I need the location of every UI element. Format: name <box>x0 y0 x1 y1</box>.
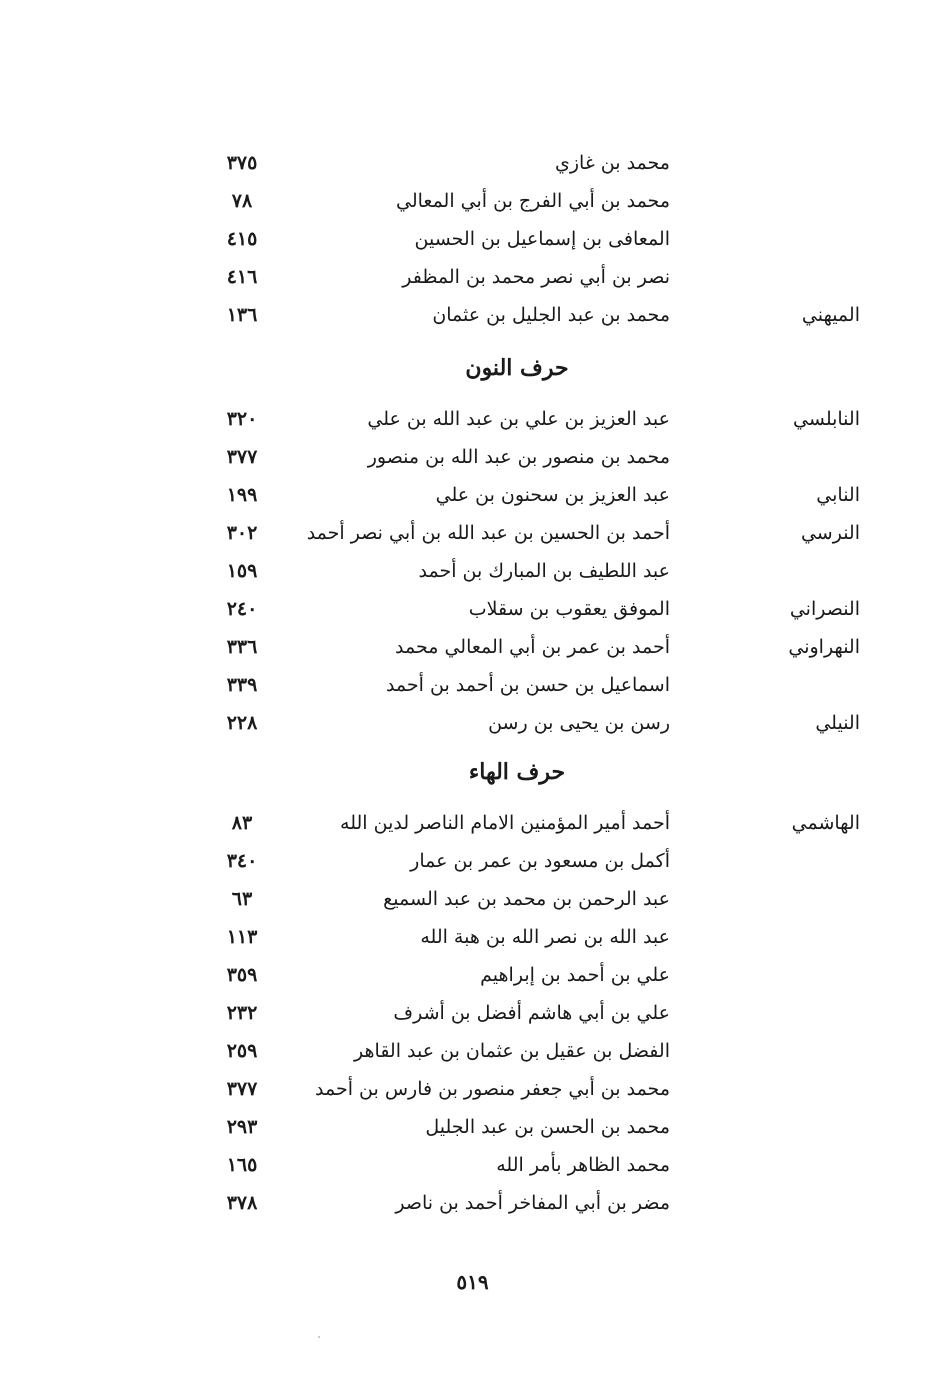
nisba-label: الميهني <box>801 304 860 326</box>
person-name: المعافى بن إسماعيل بن الحسين <box>414 228 670 250</box>
person-name: علي بن أبي هاشم أفضل بن أشرف <box>393 1002 670 1024</box>
index-row <box>180 1146 870 1184</box>
index-row <box>180 590 870 628</box>
index-row <box>180 628 870 666</box>
index-row <box>180 144 870 182</box>
person-name: محمد الظاهر بأمر الله <box>496 1154 670 1176</box>
person-name: مضر بن أبي المفاخر أحمد بن ناصر <box>395 1192 670 1214</box>
person-name: الموفق يعقوب بن سقلاب <box>468 598 670 620</box>
page-reference: ١٩٩ <box>226 484 258 506</box>
person-name: محمد بن أبي الفرج بن أبي المعالي <box>395 190 670 212</box>
index-row <box>180 1070 870 1108</box>
page-reference: ٢٢٨ <box>226 712 258 734</box>
person-name: محمد بن الحسن بن عبد الجليل <box>425 1116 670 1138</box>
section-heading: حرف الهاء <box>468 759 566 785</box>
index-row <box>180 476 870 514</box>
index-row <box>180 880 870 918</box>
section-heading: حرف النون <box>465 355 569 381</box>
person-name: عبد اللطيف بن المبارك بن أحمد <box>418 560 670 582</box>
page-reference: ٣٧٧ <box>226 1078 258 1100</box>
index-row <box>180 994 870 1032</box>
page-reference: ٤١٦ <box>226 266 258 288</box>
page-reference: ٣٧٨ <box>226 1192 258 1214</box>
page-reference: ٢٤٠ <box>226 598 258 620</box>
page-reference: ٣٣٩ <box>226 674 258 696</box>
index-row <box>180 438 870 476</box>
page-reference: ١٦٥ <box>226 1154 258 1176</box>
page-reference: ٣٥٩ <box>226 964 258 986</box>
person-name: أحمد أمير المؤمنين الامام الناصر لدين الله <box>340 812 670 834</box>
person-name: محمد بن عبد الجليل بن عثمان <box>432 304 670 326</box>
page-reference: ١١٣ <box>226 926 258 948</box>
person-name: نصر بن أبي نصر محمد بن المظفر <box>402 266 670 288</box>
index-row <box>180 1184 870 1222</box>
nisba-label: النابلسي <box>793 408 860 430</box>
index-section-ha <box>180 740 870 1222</box>
index-row <box>180 704 870 742</box>
nisba-label: النابي <box>816 484 860 506</box>
page-reference: ٢٥٩ <box>226 1040 258 1062</box>
page-reference: ٤١٥ <box>226 228 258 250</box>
person-name: الفضل بن عقيل بن عثمان بن عبد القاهر <box>354 1040 670 1062</box>
page-reference: ٣٤٠ <box>226 850 258 872</box>
page-reference: ٣٣٦ <box>226 636 258 658</box>
index-section-nun <box>180 336 870 742</box>
person-name: محمد بن أبي جعفر منصور بن فارس بن أحمد <box>315 1078 670 1100</box>
index-row <box>180 400 870 438</box>
index-row <box>180 666 870 704</box>
page-reference: ٨٣ <box>231 812 253 834</box>
nisba-label: النهراوني <box>788 636 860 658</box>
nisba-label: النصراني <box>789 598 860 620</box>
person-name: عبد الله بن نصر الله بن هبة الله <box>420 926 670 948</box>
person-name: علي بن أحمد بن إبراهيم <box>480 964 670 986</box>
nisba-label: النرسي <box>800 522 860 544</box>
page-reference: ٣٧٧ <box>226 446 258 468</box>
person-name: عبد العزيز بن سحنون بن علي <box>435 484 670 506</box>
nisba-label: الهاشمي <box>791 812 860 834</box>
scan-speck <box>318 1336 320 1338</box>
index-row <box>180 918 870 956</box>
index-row <box>180 258 870 296</box>
page-reference: ١٥٩ <box>226 560 258 582</box>
page-reference: ٢٣٢ <box>226 1002 258 1024</box>
person-name: عبد العزيز بن علي بن عبد الله بن علي <box>367 408 670 430</box>
person-name: أكمل بن مسعود بن عمر بن عمار <box>410 850 670 872</box>
page-reference: ١٣٦ <box>226 304 258 326</box>
person-name: محمد بن منصور بن عبد الله بن منصور <box>367 446 670 468</box>
index-row <box>180 842 870 880</box>
page-reference: ٣٢٠ <box>226 408 258 430</box>
nisba-label: النيلي <box>815 712 860 734</box>
person-name: أحمد بن عمر بن أبي المعالي محمد <box>395 636 670 658</box>
page-number: ٥١٩ <box>456 1270 489 1294</box>
index-row <box>180 514 870 552</box>
page-reference: ٣٧٥ <box>226 152 258 174</box>
person-name: عبد الرحمن بن محمد بن عبد السميع <box>383 888 670 910</box>
index-row <box>180 182 870 220</box>
index-section-continuation <box>180 144 870 334</box>
index-row <box>180 552 870 590</box>
index-row <box>180 220 870 258</box>
index-row <box>180 1032 870 1070</box>
index-row <box>180 804 870 842</box>
index-row <box>180 296 870 334</box>
page-reference: ٢٩٣ <box>226 1116 258 1138</box>
page-reference: ٣٠٢ <box>226 522 258 544</box>
index-row <box>180 956 870 994</box>
page-reference: ٦٣ <box>231 888 253 910</box>
person-name: اسماعيل بن حسن بن أحمد بن أحمد <box>385 674 670 696</box>
page-reference: ٧٨ <box>231 190 253 212</box>
person-name: أحمد بن الحسين بن عبد الله بن أبي نصر أحمد <box>306 522 670 544</box>
index-row <box>180 1108 870 1146</box>
person-name: رسن بن يحيى بن رسن <box>488 712 670 734</box>
person-name: محمد بن غازي <box>554 152 670 174</box>
